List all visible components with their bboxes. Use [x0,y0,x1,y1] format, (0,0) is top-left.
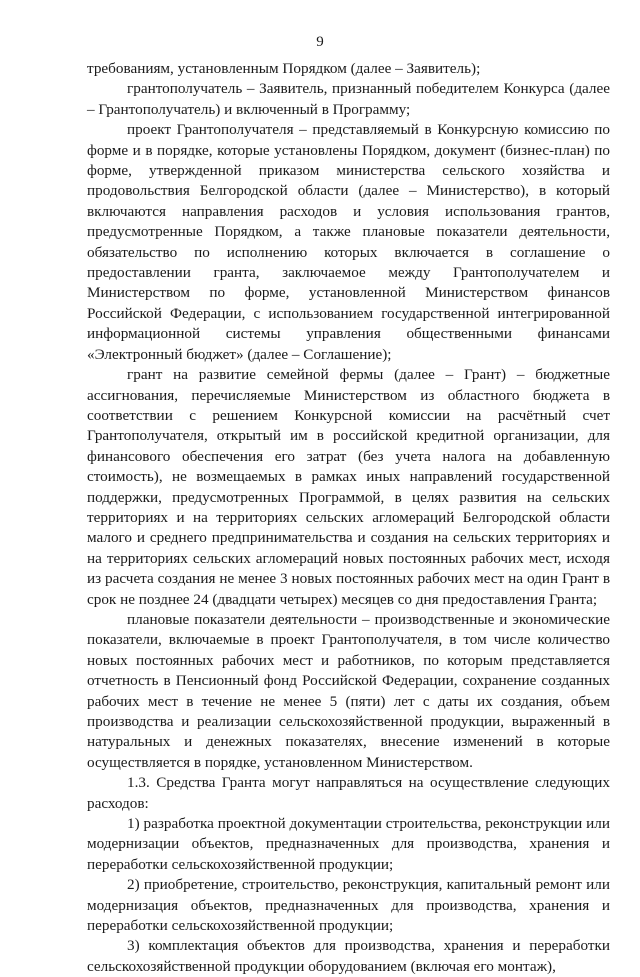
document-body [87,59,610,977]
list-item-3: 3) комплектация объектов для производства, хранения и переработки сельскохозяйственной продукции оборудованием (включая его монтаж), [87,937,610,975]
paragraph-grant-recipient-definition: грантополучатель – Заявитель, признанный победителем Конкурса (далее – Грантополучатель) и включенный в Программу; [87,80,610,118]
paragraph-applicant-definition-tail: требованиям, установленным Порядком (далее – Заявитель); [87,60,481,77]
paragraph-grant-definition: грант на развитие семейной фермы (далее – Грант) – бюджетные ассигнования, перечисляемые Министерством из областного бюджета в соответствии с решением Конкурсной комиссии на расчётный счет Грантополучателя, открытый им в российской кредитной организации, для финансового обеспечения его затрат (без учета налога на добавленную стоимость), не возмещаемых в рамках иных направлений государственной поддержки, предусмотренных Программой, в целях развития на сельских территориях и на территориях сельских агломераций Белгородской области малого и среднего предпринимательства и создания на сельских территориях и на территориях сельских агломераций новых постоянных рабочих мест, исходя из расчета создания не менее 3 новых постоянных рабочих мест на один Грант в срок не позднее 24 (двадцати четырех) месяцев со дня предоставления Гранта; [87,366,610,608]
paragraph-section-1-3: 1.3. Средства Гранта могут направляться на осуществление следующих расходов: [87,774,610,812]
paragraph-performance-indicators-definition: плановые показатели деятельности – производственные и экономические показатели, включаемые в проект Грантополучателя, в том числе количество новых постоянных рабочих мест и работников, по которым представляется отчетность в Пенсионный фонд Российской Федерации, сохранение созданных рабочих мест в течение не менее 5 (пяти) лет с даты их создания, объем производства и реализации сельскохозяйственной продукции, выраженный в натуральных и денежных показателях, внесение изменений в которые осуществляется в порядке, установленном Министерством. [87,610,610,771]
list-item-2: 2) приобретение, строительство, реконструкция, капитальный ремонт или модернизация объектов, предназначенных для производства, хранения и переработки сельскохозяйственной продукции; [87,876,610,935]
list-item-1: 1) разработка проектной документации строительства, реконструкции или модернизации объектов, предназначенных для производства, хранения и переработки сельскохозяйственной продукции; [87,815,610,873]
page-number: 9 [316,34,324,50]
paragraph-project-definition: проект Грантополучателя – представляемый в Конкурсную комиссию по форме и в порядке, которые установлены Порядком, документ (бизнес-план) по форме, утвержденной приказом министерства сельского хозяйства и продовольствия Белгородской области (далее – Министерство), в который включаются направления расходов и условия использования грантов, предусмотренные Порядком, а также плановые показатели деятельности, обязательство по исполнению которых включается в соглашение о предоставлении гранта, заключаемое между Грантополучателем и Министерством по форме, установленной Министерством финансов Российской Федерации, с использованием государственной интегрированной информационной системы управления общественными финансами «Электронный бюджет» (далее – Соглашение); [87,121,610,363]
